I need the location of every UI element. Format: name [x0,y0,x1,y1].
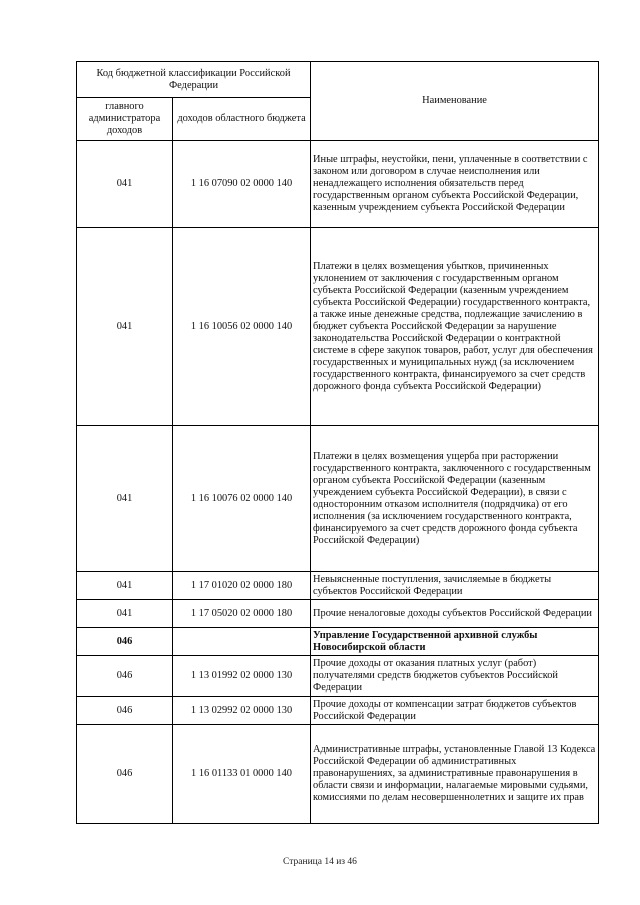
name-cell: Прочие неналоговые доходы субъектов Российской Федерации [311,600,599,628]
table-row [77,725,599,824]
header-income: доходов областного бюджета [173,98,311,141]
table-row [77,426,599,572]
admin-code-cell: 041 [77,141,173,228]
name-cell: Прочие доходы от компенсации затрат бюджетов субъектов Российской Федерации [311,697,599,725]
admin-code-cell: 041 [77,426,173,572]
admin-code-cell: 041 [77,600,173,628]
name-cell: Управление Государственной архивной службы Новосибирской области [311,628,599,656]
table-header-row [77,62,599,98]
income-code-cell: 1 16 10076 02 0000 140 [173,426,311,572]
income-code-cell: 1 16 01133 01 0000 140 [173,725,311,824]
income-code-cell: 1 16 07090 02 0000 140 [173,141,311,228]
admin-code-cell: 046 [77,725,173,824]
income-code-cell: 1 17 05020 02 0000 180 [173,600,311,628]
table-row [77,656,599,697]
admin-code-cell: 046 [77,628,173,656]
page-number: Страница 14 из 46 [283,857,357,867]
income-code-cell: 1 16 10056 02 0000 140 [173,228,311,426]
header-name: Наименование [311,62,599,141]
name-cell: Прочие доходы от оказания платных услуг (работ) получателями средств бюджетов субъектов Российской Федерации [311,656,599,697]
budget-classification-table [76,61,599,824]
income-code-cell [173,628,311,656]
name-cell: Невыясненные поступления, зачисляемые в бюджеты субъектов Российской Федерации [311,572,599,600]
admin-code-cell: 041 [77,572,173,600]
table-row [77,572,599,600]
name-cell: Административные штрафы, установленные Главой 13 Кодекса Российской Федерации об административных правонарушениях, за административные правонарушения в области связи и информации, налагаемые мировыми судьями, комиссиями по делам несовершеннолетних и защите их прав [311,725,599,824]
table-section-row [77,628,599,656]
name-cell: Иные штрафы, неустойки, пени, уплаченные в соответствии с законом или договором в случае неисполнения или ненадлежащего исполнения обязательств перед государственным органом субъекта Российской Федерации, казенным учреждением субъекта Российской Федерации [311,141,599,228]
header-group-title: Код бюджетной классификации Российской Федерации [77,62,311,98]
income-code-cell: 1 13 02992 02 0000 130 [173,697,311,725]
table-row [77,600,599,628]
name-cell: Платежи в целях возмещения ущерба при расторжении государственного контракта, заключенного с государственным органом субъекта Российской Федерации (казенным учреждением субъекта Российской Федерации), в связи с односторонним отказом исполнителя (подрядчика) от его исполнения (за исключением государственного контракта, финансируемого за счет средств дорожного фонда субъекта Российской Федерации) [311,426,599,572]
income-code-cell: 1 13 01992 02 0000 130 [173,656,311,697]
table-row [77,141,599,228]
income-code-cell: 1 17 01020 02 0000 180 [173,572,311,600]
header-admin: главного администратора доходов [77,98,173,141]
table-row [77,228,599,426]
admin-code-cell: 046 [77,697,173,725]
name-cell: Платежи в целях возмещения убытков, причиненных уклонением от заключения с государственным органом субъекта Российской Федерации (казенным учреждением субъекта Российской Федерации) государственного контракта, а также иные денежные средства, подлежащие зачислению в бюджет субъекта Российской Федерации за нарушение законодательства Российской Федерации о контрактной системе в сфере закупок товаров, работ, услуг для обеспечения государственных и муниципальных нужд (за исключением государственного контракта, финансируемого за счет средств дорожного фонда субъекта Российской Федерации) [311,228,599,426]
admin-code-cell: 041 [77,228,173,426]
table-row [77,697,599,725]
admin-code-cell: 046 [77,656,173,697]
